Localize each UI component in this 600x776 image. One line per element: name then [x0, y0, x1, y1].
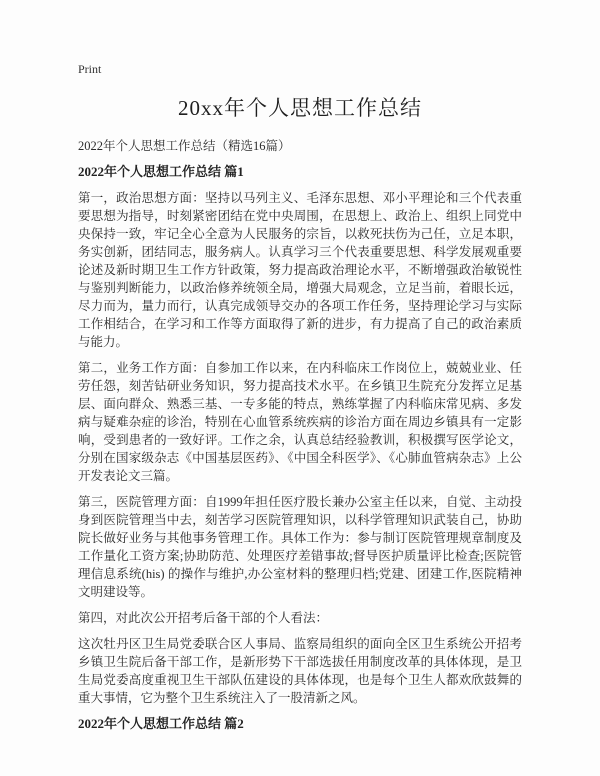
paragraph-recruitment-opinion-heading: 第四，对此次公开招考后备干部的个人看法：	[78, 611, 329, 625]
doc-subtitle: 2022年个人思想工作总结（精选16篇）	[78, 139, 291, 153]
section-heading-part2: 2022年个人思想工作总结 篇2	[78, 716, 244, 731]
page-title: 20xx年个人思想工作总结	[178, 96, 422, 120]
paragraph-hospital-management: 第三，医院管理方面：自1999年担任医疗股长兼办公室主任以来，自觉、主动投身到医院管理当中去，刻苦学习医院管理知识，以科学管理知识武装自己，协助院长做好业务与其他事务管理工作。具体工作为：参与制订医院管理规章制度及工作量化工资方案;协助防范、处理医疗差错事故;督导医护质量评比检查;医院管理信息系统(his) 的操作与维护,办公室材料的整理归档;党建、团建工作,医院精神文明建设等。	[78, 495, 522, 599]
print-link[interactable]: Print	[78, 62, 102, 76]
paragraph-recruitment-opinion: 这次牡丹区卫生局党委联合区人事局、监察局组织的面向全区卫生系统公开招考乡镇卫生院后备干部工作，是新形势下干部选拔任用制度改革的具体体现，是卫生局党委高度重视卫生干部队伍建设的具体体现，也是每个卫生人都欢欣鼓舞的重大事情，它为整个卫生系统注入了一股清新之风。	[78, 637, 522, 705]
section-heading-part1: 2022年个人思想工作总结 篇1	[78, 164, 244, 179]
paragraph-political-thought: 第一，政治思想方面：坚持以马列主义、毛泽东思想、邓小平理论和三个代表重要思想为指导，时刻紧密团结在党中央周围，在思想上、政治上、组织上同党中央保持一致，牢记全心全意为人民服务的宗旨，以救死扶伤为己任，立足本职，务实创新，团结同志，服务病人。认真学习三个代表重要思想、科学发展观重要论述及新时期卫生工作方针政策，努力提高政治理论水平，不断增强政治敏锐性与鉴别判断能力，以政治修养统领全局，增强大局观念，立足当前，着眼长远，尽力而为，量力而行，认真完成领导交办的各项工作任务，坚持理论学习与实际工作相结合，在学习和工作等方面取得了新的进步，有力提高了自己的政治素质与能力。	[78, 191, 522, 349]
paragraph-professional-work: 第二，业务工作方面：自参加工作以来，在内科临床工作岗位上，兢兢业业、任劳任怨，刻苦钻研业务知识，努力提高技术水平。在乡镇卫生院充分发挥立足基层、面向群众、熟悉三基、一专多能的特点，熟练掌握了内科临床常见病、多发病与疑难杂症的诊治，特别在心血管系统疾病的诊治方面在周边乡镇具有一定影响，受到患者的一致好评。工作之余，认真总结经验教训，积极撰写医学论文，分别在国家级杂志《中国基层医药》、《中国全科医学》、《心肺血管病杂志》上公开发表论文三篇。	[78, 361, 522, 483]
